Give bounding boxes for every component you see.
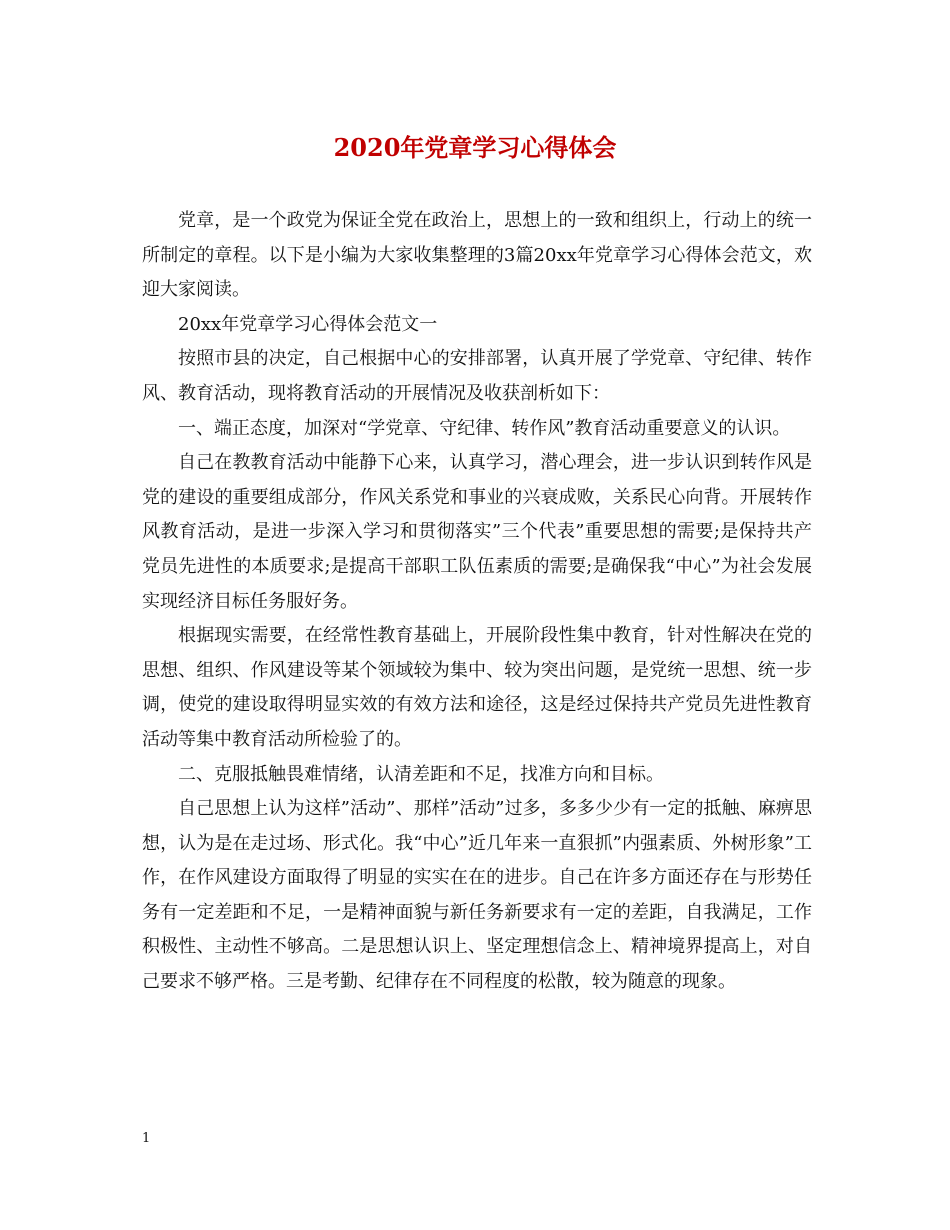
paragraph-section-1a: 自己在教教育活动中能静下心来，认真学习，潜心理会，进一步认识到转作风是党的建设的重要组成部分，作风关系党和事业的兴衰成败，关系民心向背。开展转作风教育活动，是进一步深入学习和贯彻落实”三个代表”重要思想的需要;是保持共产党员先进性的本质要求;是提高干部职工队伍素质的需要;是确保我“中心”为社会发展实现经济目标任务服好务。	[142, 452, 812, 612]
paragraph-opening: 按照市县的决定，自己根据中心的安排部署，认真开展了学党章、守纪律、转作风、教育活动，现将教育活动的开展情况及收获剖析如下：	[142, 348, 812, 404]
section-heading-1: 一、端正态度，加深对“学党章、守纪律、转作风”教育活动重要意义的认识。	[178, 417, 791, 439]
paragraph-section-2a: 自己思想上认为这样”活动”、那样”活动”过多，多多少少有一定的抵触、麻痹思想，认为是在走过场、形式化。我“中心”近几年来一直狠抓”内强素质、外树形象”工作，在作风建设方面取得了明显的实实在在的进步。自己在许多方面还存在与形势任务有一定差距和不足，一是精神面貌与新任务新要求有一定的差距，自我满足，工作积极性、主动性不够高。二是思想认识上、坚定理想信念上、精神境界提高上，对自己要求不够严格。三是考勤、纪律存在不同程度的松散，较为随意的现象。	[142, 798, 812, 993]
document-title: 2020年党章学习心得体会	[333, 133, 617, 162]
paragraph-section-1b: 根据现实需要，在经常性教育基础上，开展阶段性集中教育，针对性解决在党的思想、组织、作风建设等某个领域较为集中、较为突出问题，是党统一思想、统一步调，使党的建设取得明显实效的有效方法和途径，这是经过保持共产党员先进性教育活动等集中教育活动所检验了的。	[142, 625, 812, 750]
page-number: 1	[142, 1131, 151, 1146]
document-body	[142, 204, 812, 1000]
paragraph-subtitle: 20xx年党章学习心得体会范文一	[178, 313, 438, 335]
section-heading-2: 二、克服抵触畏难情绪，认清差距和不足，找准方向和目标。	[178, 763, 664, 785]
paragraph-intro: 党章，是一个政党为保证全党在政治上，思想上的一致和组织上，行动上的统一所制定的章程。以下是小编为大家收集整理的3篇20xx年党章学习心得体会范文，欢迎大家阅读。	[142, 210, 812, 301]
